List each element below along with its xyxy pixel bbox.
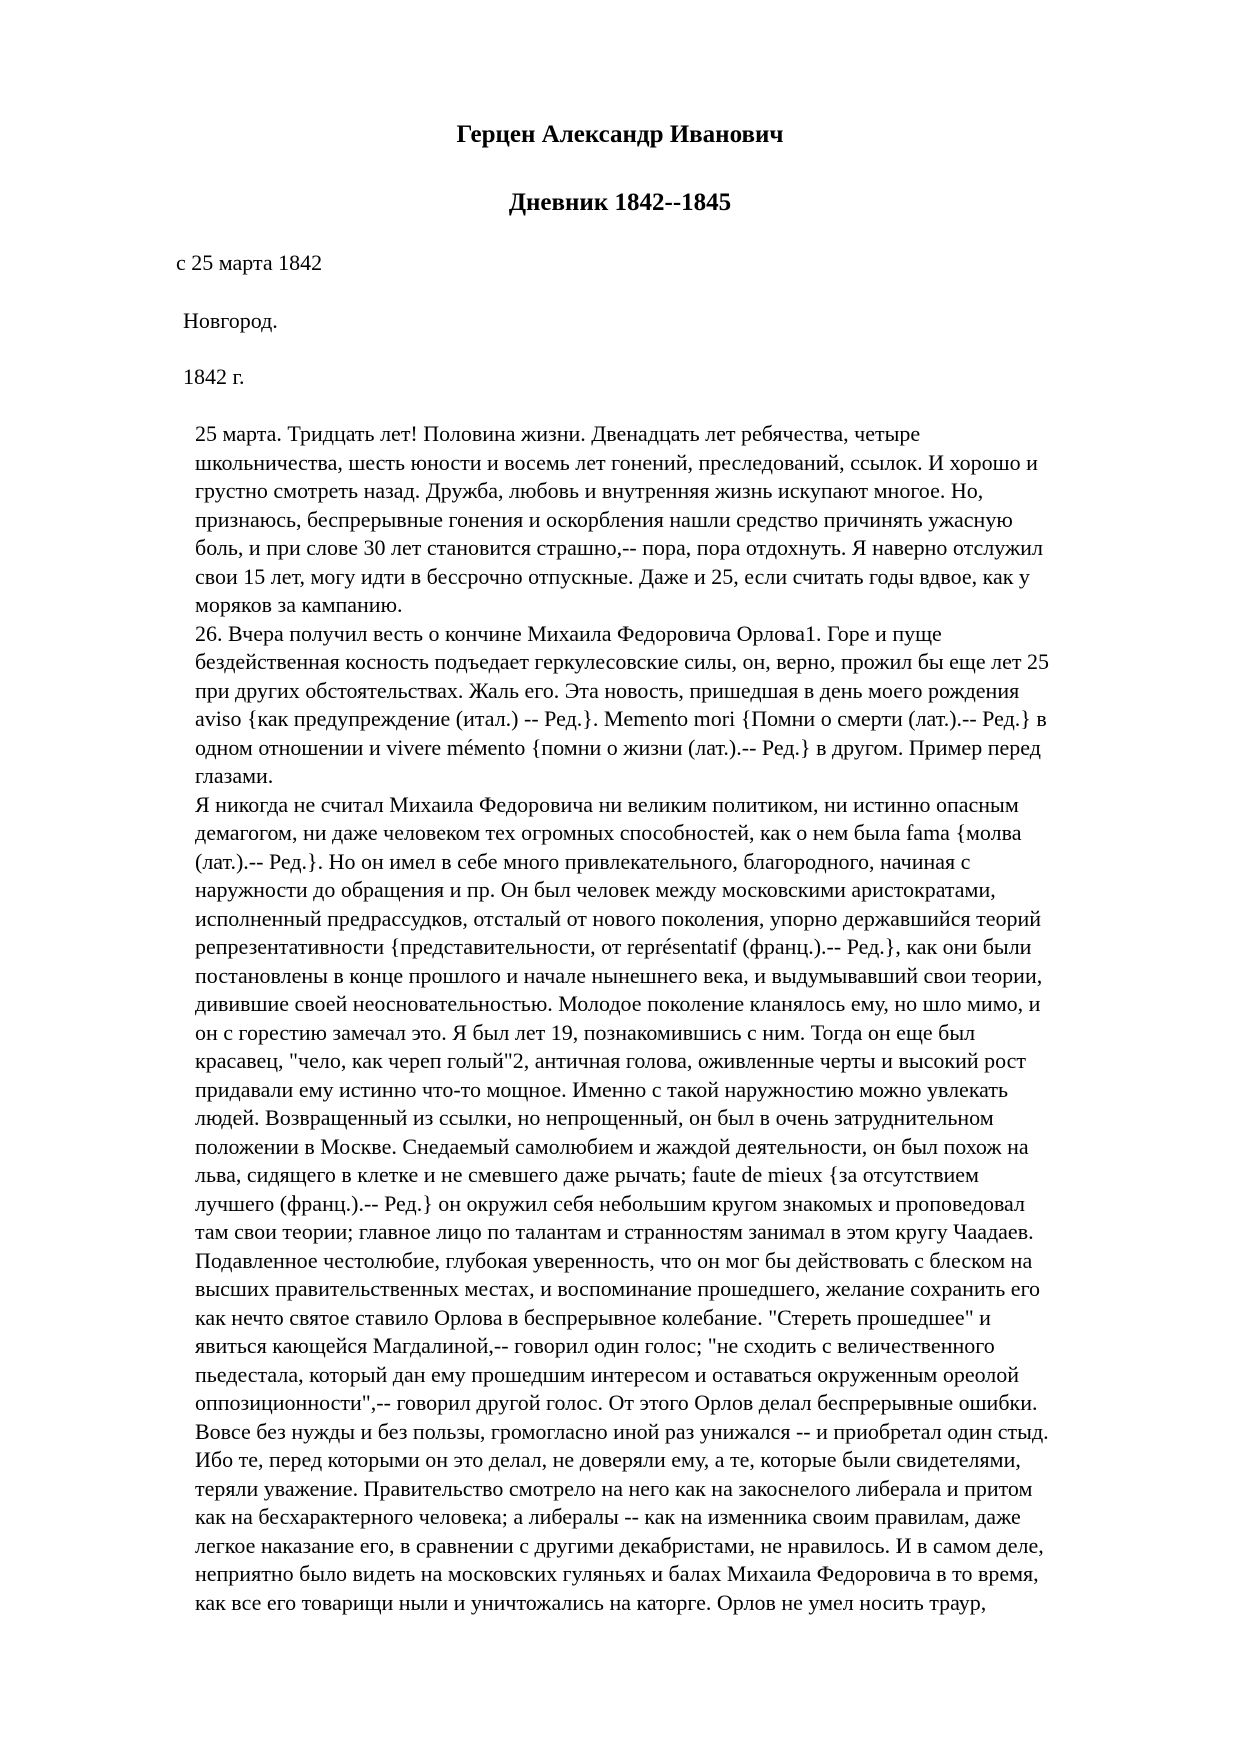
text-line: грустно смотреть назад. Дружба, любовь и внутренняя жизнь искупают многое. Но,	[195, 478, 984, 503]
text-line: 26. Вчера получил весть о кончине Михаила Федоровича Орлова1. Горе и пуще	[195, 620, 942, 646]
document-body	[176, 420, 1136, 1617]
text-line: как на бесхарактерного человека; а либералы -- как на изменника своим правилам, даже	[195, 1504, 1021, 1529]
diary-start-date: с 25 марта 1842	[176, 250, 323, 275]
text-line: постановлены в конце прошлого и начале нынешнего века, и выдумывавший свои теории,	[195, 962, 1043, 988]
text-line: свои 15 лет, могу идти в бессрочно отпускные. Даже и 25, если считать годы вдвое, как у	[195, 563, 1030, 589]
text-line: там свои теории; главное лицо по талантам и странностям занимал в этом кругу Чаадаев.	[195, 1219, 1034, 1244]
text-line: легкое наказание его, в сравнении с другими декабристами, не нравилось. И в самом деле,	[195, 1532, 1044, 1558]
text-line: одном отношении и vivere méмento {помни о жизни (лат.).-- Ред.} в другом. Пример перед	[195, 734, 1041, 760]
text-line: Вовсе без нужды и без пользы, громогласно иной раз унижался -- и приобретал один стыд.	[195, 1418, 1049, 1444]
text-line: пьедестала, который дан ему прошедшим интересом и оставаться окруженным ореолой	[195, 1361, 1020, 1387]
text-line: при других обстоятельствах. Жаль его. Эта новость, пришедшая в день моего рождения	[195, 677, 1020, 703]
text-line: оппозиционности",-- говорил другой голос. От этого Орлов делал беспрерывные ошибки.	[195, 1390, 1038, 1415]
diary-place: Новгород.	[183, 308, 278, 333]
text-line: демагогом, ни даже человеком тех огромных способностей, как о нем была fama {молва	[195, 820, 1022, 845]
text-line: репрезентативности {представительности, от représentatif (франц.).-- Ред.}, как они были	[195, 934, 1032, 959]
body-paragraph	[176, 620, 1136, 791]
text-line: aviso {как предупреждение (итал.) -- Ред.}. Memento mori {Помни о смерти (лат.).-- Ред.} в	[195, 706, 1047, 731]
text-line: признаюсь, беспрерывные гонения и оскорбления нашли средство причинять ужасную	[195, 506, 1013, 532]
text-line: положении в Москве. Снедаемый самолюбием и жаждой деятельности, он был похож на	[195, 1133, 1029, 1159]
text-line: дивившие своей неосновательностью. Молодое поколение кланялось ему, но шло мимо, и	[195, 991, 1041, 1016]
text-line: моряков за кампанию.	[195, 592, 403, 617]
text-line: высших правительственных местах, и воспоминание прошедшего, желание сохранить его	[195, 1276, 1041, 1301]
body-paragraph	[176, 420, 1136, 620]
text-line: неприятно было видеть на московских гуляньях и балах Михаила Федоровича в то время,	[195, 1561, 1039, 1586]
text-line: Ибо те, перед которыми он это делал, не доверяли ему, а те, которые были свидетелями,	[195, 1447, 1021, 1472]
text-line: он с горестию замечал это. Я был лет 19, познакомившись с ним. Тогда он еще был	[195, 1019, 976, 1045]
text-line: боль, и при слове 30 лет становится страшно,-- пора, пора отдохнуть. Я наверно отслужил	[195, 535, 1043, 560]
author-heading: Герцен Александр Иванович	[456, 121, 784, 148]
text-line: как нечто святое ставило Орлова в беспрерывное колебание. "Стереть прошедшее" и	[195, 1304, 991, 1330]
diary-year: 1842 г.	[183, 364, 245, 389]
text-line: Я никогда не считал Михаила Федоровича ни великим политиком, ни истинно опасным	[195, 791, 1019, 817]
text-line: бездейственная косность подъедает геркулесовские силы, он, верно, прожил бы еще лет 25	[195, 649, 1049, 674]
text-line: придавали ему истинно что-то мощное. Именно с такой наружностию можно увлекать	[195, 1076, 1009, 1102]
text-line: теряли уважение. Правительство смотрело на него как на закоснелого либерала и притом	[195, 1475, 1033, 1501]
text-line: людей. Возвращенный из ссылки, но непрощенный, он был в очень затруднительном	[195, 1105, 994, 1130]
body-paragraph	[176, 791, 1136, 1618]
text-line: Подавленное честолюбие, глубокая уверенность, что он мог бы действовать с блеском на	[195, 1247, 1033, 1273]
text-line: (лат.).-- Ред.}. Но он имел в себе много привлекательного, благородного, начиная с	[195, 848, 971, 874]
text-line: наружности до обращения и пр. Он был человек между московскими аристократами,	[195, 877, 996, 902]
text-line: льва, сидящего в клетке и не смевшего даже рычать; faute de mieux {за отсутствием	[195, 1162, 979, 1187]
text-line: явиться кающейся Магдалиной,-- говорил один голос; "не сходить с величественного	[195, 1333, 995, 1358]
text-line: глазами.	[195, 763, 274, 788]
text-line: лучшего (франц.).-- Ред.} он окружил себя небольшим кругом знакомых и проповедовал	[195, 1190, 1025, 1216]
text-line: как все его товарищи ныли и уничтожались на каторге. Орлов не умел носить траур,	[195, 1589, 987, 1615]
text-line: красавец, "чело, как череп голый"2, античная голова, оживленные черты и высокий рост	[195, 1048, 1027, 1073]
text-line: школьничества, шесть юности и восемь лет гонений, преследований, ссылок. И хорошо и	[195, 449, 1038, 475]
text-line: исполненный предрассудков, отсталый от нового поколения, упорно державшийся теорий	[195, 905, 1042, 931]
document-title: Дневник 1842--1845	[508, 189, 732, 216]
text-line: 25 марта. Тридцать лет! Половина жизни. Двенадцать лет ребячества, четыре	[195, 421, 921, 446]
